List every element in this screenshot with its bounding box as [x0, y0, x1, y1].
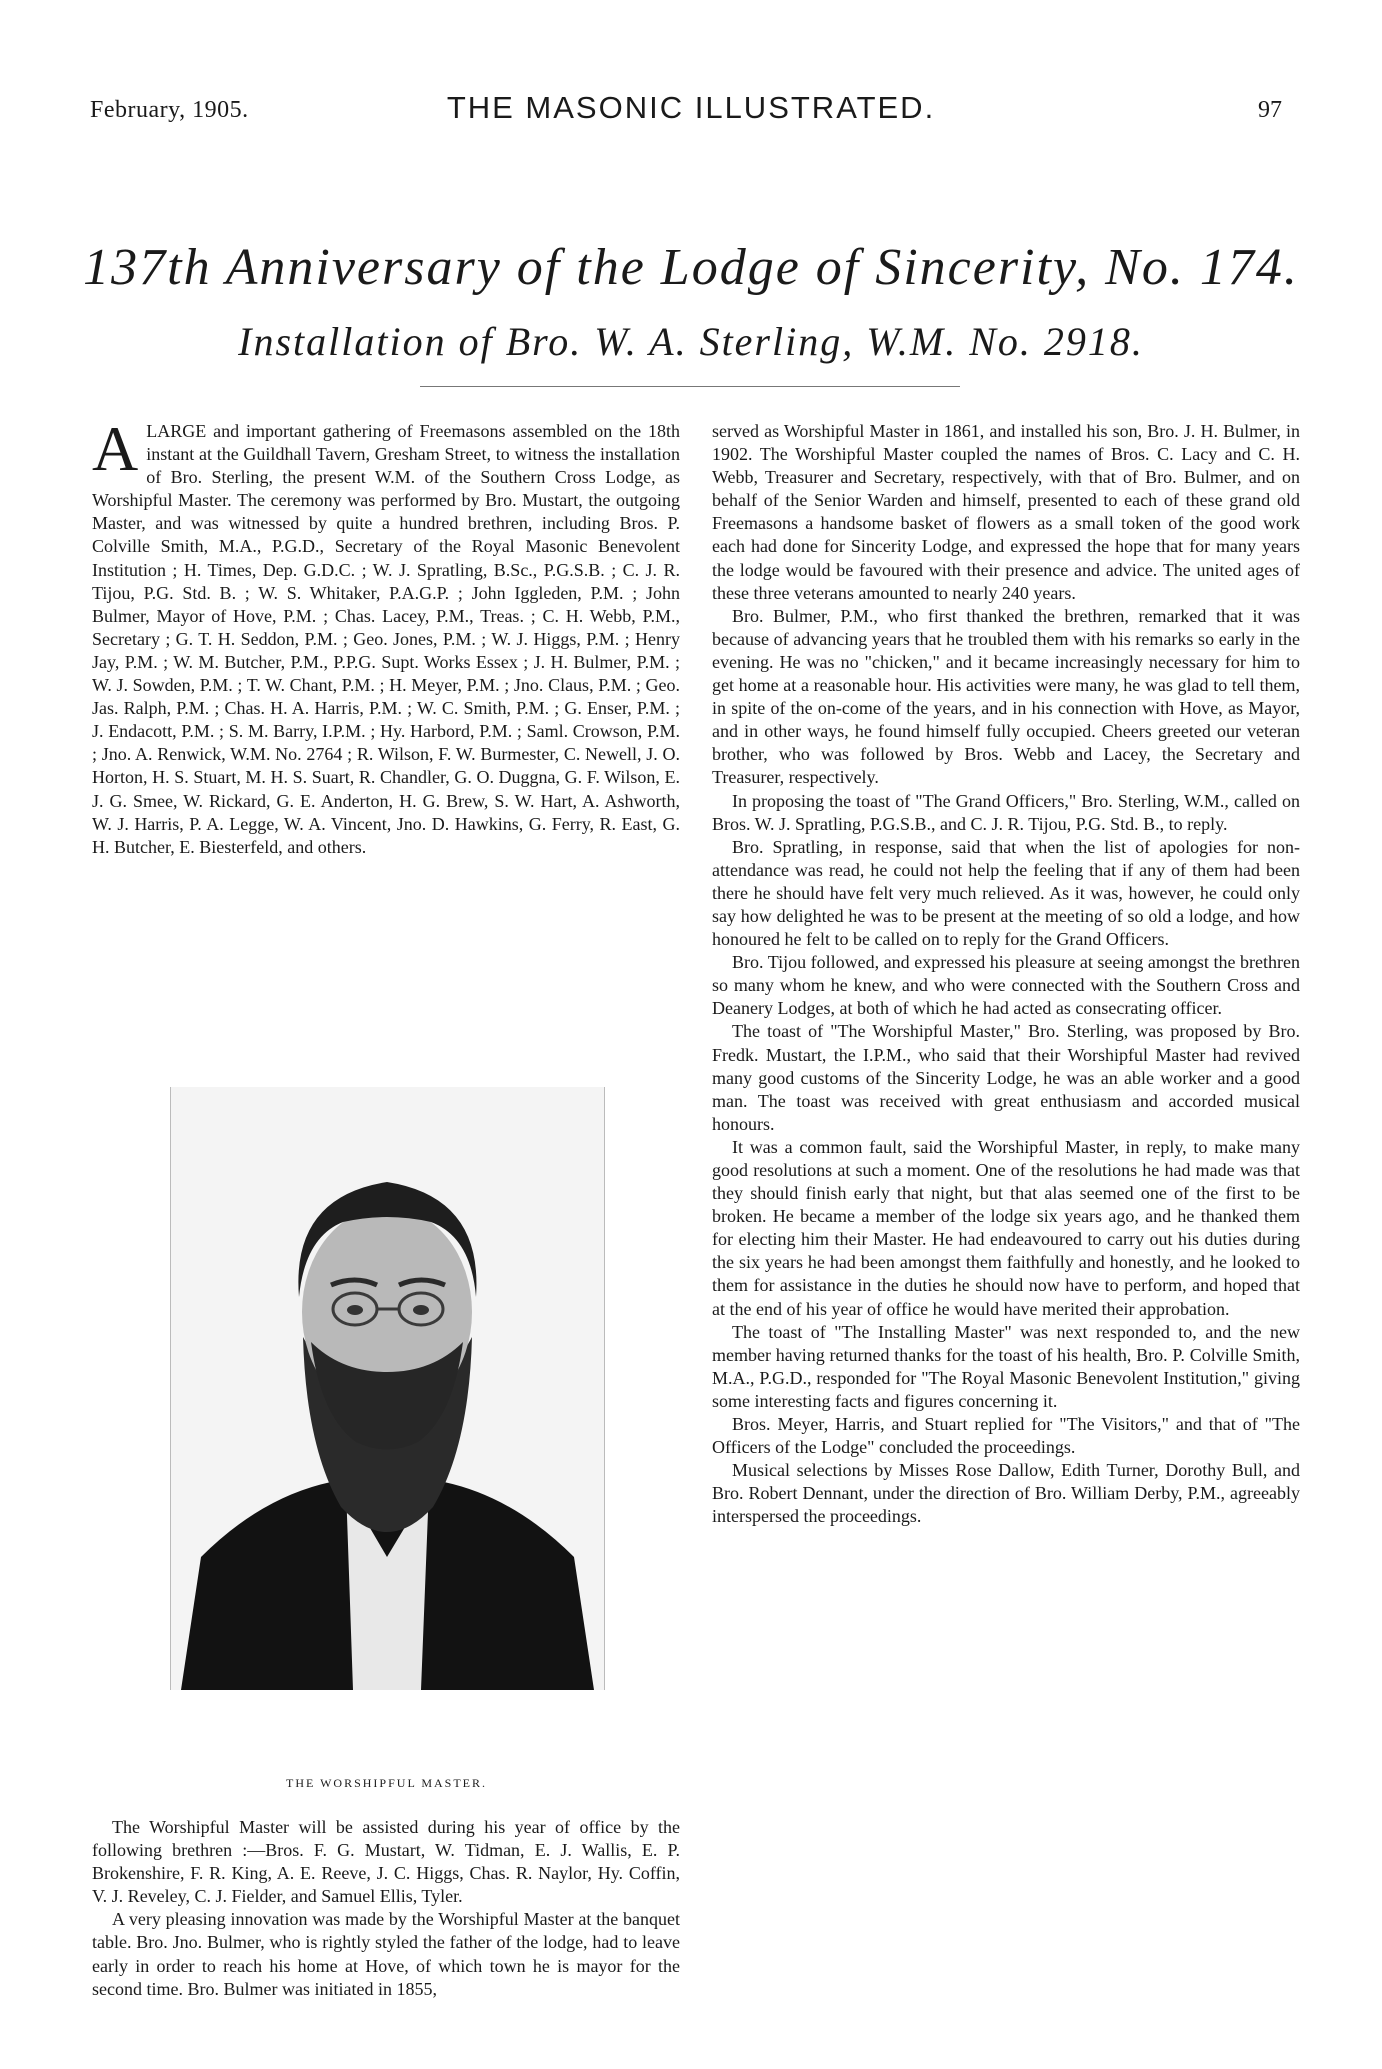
- drop-cap: A: [92, 413, 139, 484]
- title-divider: [420, 386, 960, 387]
- page-number: 97: [1258, 97, 1282, 123]
- right-paragraph-10: Musical selections by Misses Rose Dallow, Edith Turner, Dorothy Bull, and Bro. Robert Dennant, under the direction of Bro. William Derby, P.M., agreeably interspersed the proceedings.: [712, 1460, 1300, 1527]
- left-column-bottom: [92, 1816, 680, 2001]
- opening-paragraph-text: LARGE and important gathering of Freemasons assembled on the 18th instant at the Guildhall Tavern, Gresham Street, to witness the installation of Bro. Sterling, the present W.M. of the Southern Cross Lodge, as Worshipful Master. The ceremony was performed by Bro. Mustart, the outgoing Master, and was witnessed by quite a hundred brethren, including Bros. P. Colville Smith, M.A., P.G.D., Secretary of the Royal Masonic Benevolent Institution ; H. Times, Dep. G.D.C. ; W. J. Spratling, B.Sc., P.G.S.B. ; C. J. R. Tijou, P.G. Std. B. ; W. S. Whitaker, P.A.G.P. ; John Iggleden, P.M. ; John Bulmer, Mayor of Hove, P.M. ; Chas. Lacey, P.M., Treas. ; C. H. Webb, P.M., Secretary ; G. T. H. Seddon, P.M. ; Geo. Jones, P.M. ; W. J. Higgs, P.M. ; Henry Jay, P.M. ; W. M. Butcher, P.M., P.P.G. Supt. Works Essex ; J. H. Bulmer, P.M. ; W. J. Sowden, P.M. ; T. W. Chant, P.M. ; H. Meyer, P.M. ; Jno. Claus, P.M. ; Geo. Jas. Ralph, P.M. ; Chas. H. A. Harris, P.M. ; W. C. Smith, P.M. ; G. Enser, P.M. ; J. Endacott, P.M. ; S. M. Barry, I.P.M. ; Hy. Harbord, P.M. ; Saml. Crowson, P.M. ; Jno. A. Renwick, W.M. No. 2764 ; R. Wilson, F. W. Burmester, C. Newell, J. O. Horton, H. S. Stuart, M. H. S. Suart, R. Chandler, G. O. Duggna, G. F. Wilson, E. J. G. Smee, W. Rickard, G. E. Anderton, H. G. Brew, S. W. Hart, A. Ashworth, W. J. Harris, P. A. Legge, W. A. Vincent, Jno. D. Hawkins, G. Ferry, R. East, G. H. Butcher, E. Biesterfeld, and others.: [92, 421, 680, 857]
- portrait-illustration: [171, 1087, 604, 1690]
- innovation-paragraph: A very pleasing innovation was made by the Worshipful Master at the banquet table. Bro. Jno. Bulmer, who is rightly styled the father of the lodge, had to leave early in order to reach his home at Hove, of which town he is mayor for the second time. Bro. Bulmer was initiated in 1855,: [92, 1909, 680, 1999]
- right-paragraph-8: The toast of "The Installing Master" was next responded to, and the new member having returned thanks for the toast of his health, Bro. P. Colville Smith, M.A., P.G.D., responded for "The Royal Masonic Benevolent Institution," giving some interesting facts and figures concerning it.: [712, 1321, 1300, 1411]
- right-paragraph-4: Bro. Spratling, in response, said that when the list of apologies for non-attendance was read, he could not help the feeling that if any of them had been there he should have felt very much relieved. As it was, however, he could only say how delighted he was to be present at the meeting of so old a lodge, and how honoured he felt to be called on to reply for the Grand Officers.: [712, 836, 1300, 950]
- right-paragraph-7: It was a common fault, said the Worshipful Master, in reply, to make many good resolutions at such a moment. One of the resolutions he had made was that they should finish early that night, but that alas seemed one of the first to be broken. He became a member of the lodge six years ago, and he thanked them for electing him their Master. He had endeavoured to carry out his duties during the six years he had been amongst them faithfully and honestly, and he looked to them for assistance in the duties he should now have to perform, and hoped that at the end of his year of office he would have merited their approbation.: [712, 1136, 1300, 1319]
- right-paragraph-9: Bros. Meyer, Harris, and Stuart replied for "The Visitors," and that of "The Officers of the Lodge" concluded the proceedings.: [712, 1414, 1300, 1458]
- left-column-top: [92, 413, 680, 859]
- officers-paragraph: The Worshipful Master will be assisted during his year of office by the following brethren :—Bros. F. G. Mustart, W. Tidman, E. J. Wallis, E. P. Brokenshire, F. R. King, A. E. Reeve, J. C. Higgs, Chas. R. Naylor, Hy. Coffin, V. J. Reveley, C. J. Fielder, and Samuel Ellis, Tyler.: [92, 1817, 680, 1907]
- right-paragraph-6: The toast of "The Worshipful Master," Bro. Sterling, was proposed by Bro. Fredk. Mustart, the I.P.M., who said that their Worshipful Master had revived many good customs of the Sincerity Lodge, he was an able worker and a good man. The toast was received with great enthusiasm and accorded musical honours.: [712, 1021, 1300, 1134]
- article-title: 137th Anniversary of the Lodge of Sincerity, No. 174.: [83, 239, 1299, 296]
- portrait-photo: [170, 1087, 605, 1690]
- photo-caption: THE WORSHIPFUL MASTER.: [285, 1776, 487, 1790]
- right-paragraph-2: Bro. Bulmer, P.M., who first thanked the brethren, remarked that it was because of advancing years that he troubled them with his remarks so early in the evening. He was no "chicken," and it became increasingly necessary for him to get home at a reasonable hour. His activities were many, he was glad to tell them, in spite of the on-come of the years, and in his connection with Hove, as Mayor, and in other ways, he found himself fully occupied. Cheers greeted our veteran brother, who was followed by Bros. Webb and Lacey, the Secretary and Treasurer, respectively.: [712, 605, 1300, 788]
- right-paragraph-1: served as Worshipful Master in 1861, and installed his son, Bro. J. H. Bulmer, in 1902. The Worshipful Master coupled the names of Bros. C. Lacy and C. H. Webb, Treasurer and Secretary, respectively, with that of Bro. Bulmer, and on behalf of the Senior Warden and himself, presented to each of these grand old Freemasons a handsome basket of flowers as a small token of the good work each had done for Sincerity Lodge, and expressed the hope that for many years the lodge would be favoured with their presence and advice. The united ages of these three veterans amounted to nearly 240 years.: [712, 421, 1300, 603]
- magazine-title: THE MASONIC ILLUSTRATED.: [446, 90, 936, 125]
- right-paragraph-3: In proposing the toast of "The Grand Officers," Bro. Sterling, W.M., called on Bros. W. J. Spratling, P.G.S.B., and C. J. R. Tijou, P.G. Std. B., to reply.: [712, 790, 1300, 834]
- opening-paragraph: [92, 413, 680, 859]
- article-subtitle: Installation of Bro. W. A. Sterling, W.M. No. 2918.: [238, 319, 1144, 364]
- right-paragraph-5: Bro. Tijou followed, and expressed his pleasure at seeing amongst the brethren so many whom he knew, and who were connected with the Southern Cross and Deanery Lodges, at both of which he had acted as consecrating officer.: [712, 952, 1300, 1019]
- right-column: [712, 420, 1300, 1529]
- header-date: February, 1905.: [90, 97, 249, 123]
